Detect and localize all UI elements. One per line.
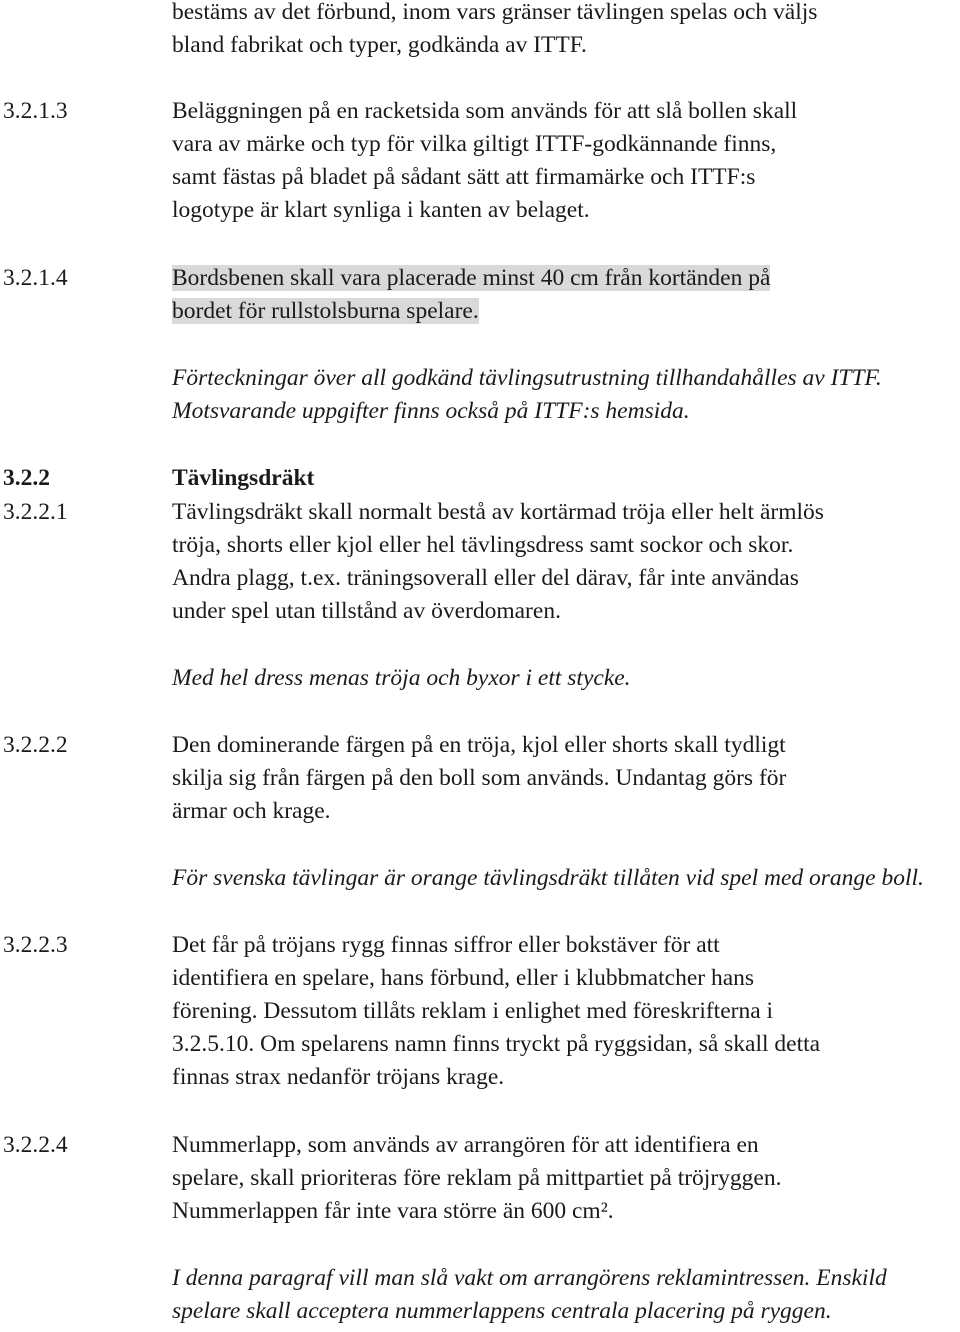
text-line: Det får på tröjans rygg finnas siffror eller bokstäver för att	[172, 932, 720, 958]
text-line: vara av märke och typ för vilka giltigt ITTF-godkännande finns,	[172, 131, 777, 157]
section-text	[172, 1129, 960, 1228]
text-line: identifiera en spelare, hans förbund, eller i klubbmatcher hans	[172, 965, 755, 991]
text-line: Nummerlappen får inte vara större än 600 cm².	[172, 1198, 614, 1224]
note-text	[172, 662, 960, 695]
text-line: logotype är klart synliga i kanten av belaget.	[172, 197, 590, 223]
text-line: Motsvarande uppgifter finns också på ITTF:s hemsida.	[172, 398, 690, 424]
text-line: Med hel dress menas tröja och byxor i ett stycke.	[172, 665, 631, 691]
text-line: spelare, skall prioriteras före reklam på mittpartiet på tröjryggen.	[172, 1165, 782, 1191]
text-line: bestäms av det förbund, inom vars gränser tävlingen spelas och väljs	[172, 0, 818, 25]
note-text	[172, 1262, 960, 1328]
text-line: Andra plagg, t.ex. träningsoverall eller del därav, får inte användas	[172, 565, 799, 591]
highlighted-text: Bordsbenen skall vara placerade minst 40 cm från kortänden på	[172, 265, 771, 291]
text-line: För svenska tävlingar är orange tävlingsdräkt tillåten vid spel med orange boll.	[172, 865, 924, 891]
text-line: förening. Dessutom tillåts reklam i enlighet med föreskrifterna i	[172, 998, 774, 1024]
text-line	[172, 295, 960, 328]
text-line: samt fästas på bladet på sådant sätt att firmamärke och ITTF:s	[172, 164, 756, 190]
text-line: Den dominerande färgen på en tröja, kjol eller shorts skall tydligt	[172, 732, 786, 758]
section-number: 3.2.2.4	[3, 1132, 68, 1158]
section-number: 3.2.1.4	[3, 265, 68, 291]
text-line	[172, 262, 960, 295]
highlighted-text: bordet för rullstolsburna spelare.	[172, 298, 479, 324]
note-text	[172, 862, 960, 895]
text-line: tröja, shorts eller kjol eller hel tävlingsdress samt sockor och skor.	[172, 532, 794, 558]
text-line: bland fabrikat och typer, godkända av ITTF.	[172, 32, 587, 58]
section-number: 3.2.2.3	[3, 932, 68, 958]
intro-text	[172, 0, 960, 62]
text-line: skilja sig från färgen på den boll som används. Undantag görs för	[172, 765, 787, 791]
heading-text: Tävlingsdräkt	[172, 465, 315, 491]
text-line: under spel utan tillstånd av överdomaren.	[172, 598, 561, 624]
section-number: 3.2.2.2	[3, 732, 68, 758]
text-line: I denna paragraf vill man slå vakt om arrangörens reklamintressen. Enskild	[172, 1265, 887, 1291]
text-line: ärmar och krage.	[172, 798, 331, 824]
text-line: finnas strax nedanför tröjans krage.	[172, 1064, 505, 1090]
text-line: Tävlingsdräkt skall normalt bestå av kortärmad tröja eller helt ärmlös	[172, 499, 824, 525]
section-text	[172, 262, 960, 328]
section-number: 3.2.2	[3, 465, 50, 491]
text-line: 3.2.5.10. Om spelarens namn finns tryckt på ryggsidan, så skall detta	[172, 1031, 821, 1057]
section-text	[172, 496, 960, 628]
section-text	[172, 95, 960, 227]
section-text	[172, 929, 960, 1094]
section-text	[172, 729, 960, 828]
text-line: Nummerlapp, som används av arrangören för att identifiera en	[172, 1132, 759, 1158]
text-line: spelare skall acceptera nummerlappens centrala placering på ryggen.	[172, 1298, 832, 1324]
note-text	[172, 362, 960, 428]
section-number: 3.2.1.3	[3, 98, 68, 124]
text-line: Förteckningar över all godkänd tävlingsutrustning tillhandahålles av ITTF.	[172, 365, 882, 391]
section-number: 3.2.2.1	[3, 499, 68, 525]
text-line: Beläggningen på en racketsida som används för att slå bollen skall	[172, 98, 798, 124]
section-heading	[172, 462, 960, 495]
